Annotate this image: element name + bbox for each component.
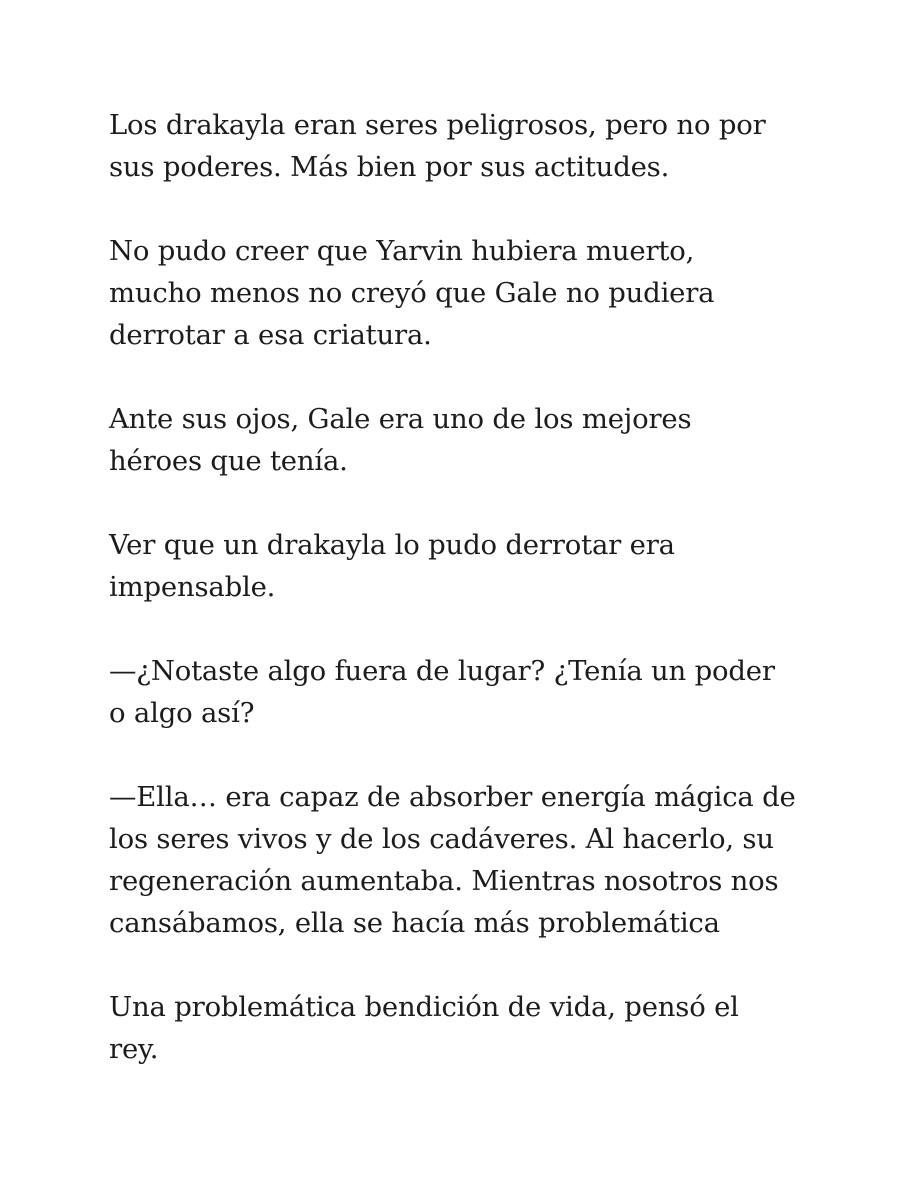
paragraph-6 (109, 776, 809, 944)
paragraph-1 (109, 104, 809, 188)
text-line: regeneración aumentaba. Mientras nosotros nos (109, 865, 779, 897)
text-line: cansábamos, ella se hacía más problemática (109, 907, 720, 939)
text-line: rey. (109, 1033, 159, 1065)
text-line: Ante sus ojos, Gale era uno de los mejores (109, 403, 692, 435)
text-line: No pudo creer que Yarvin hubiera muerto, (109, 235, 695, 267)
paragraph-4 (109, 524, 809, 608)
text-line: sus poderes. Más bien por sus actitudes. (109, 151, 670, 183)
paragraph-3 (109, 398, 809, 482)
document-page (109, 104, 809, 1112)
paragraph-7 (109, 986, 809, 1070)
text-line: —Ella… era capaz de absorber energía mágica de (109, 781, 796, 813)
text-line: derrotar a esa criatura. (109, 319, 432, 351)
text-line: mucho menos no creyó que Gale no pudiera (109, 277, 715, 309)
text-line: —¿Notaste algo fuera de lugar? ¿Tenía un poder (109, 655, 775, 687)
text-line: héroes que tenía. (109, 445, 348, 477)
text-line: o algo así? (109, 697, 255, 729)
text-line: Ver que un drakayla lo pudo derrotar era (109, 529, 675, 561)
text-line: Los drakayla eran seres peligrosos, pero no por (109, 109, 766, 141)
text-line: impensable. (109, 571, 276, 603)
paragraph-5 (109, 650, 809, 734)
paragraph-2 (109, 230, 809, 356)
text-line: los seres vivos y de los cadáveres. Al hacerlo, su (109, 823, 774, 855)
text-line: Una problemática bendición de vida, pensó el (109, 991, 739, 1023)
